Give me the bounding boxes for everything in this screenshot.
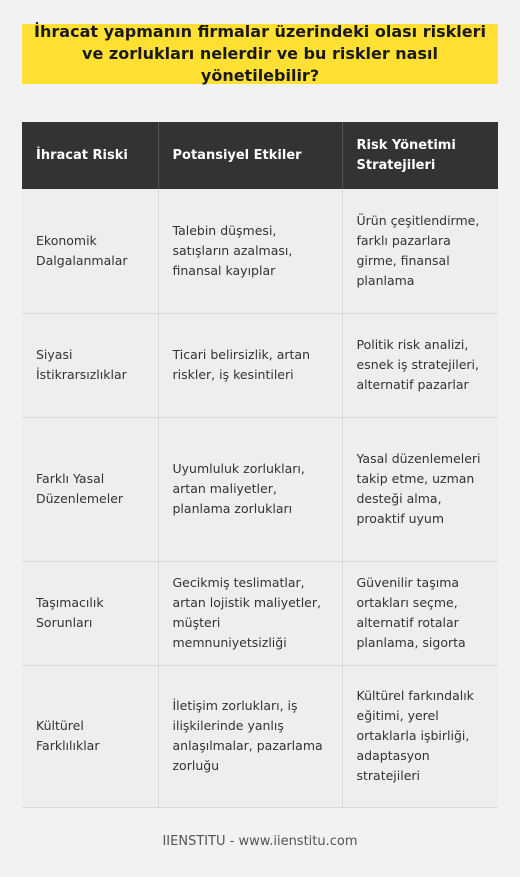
risk-cell: Taşımacılık Sorunları (22, 561, 158, 665)
risk-table (22, 122, 498, 808)
effects-cell: Gecikmiş teslimatlar, artan lojistik maliyetler, müşteri memnuniyetsizliği (158, 561, 342, 665)
effects-cell: Ticari belirsizlik, artan riskler, iş kesintileri (158, 313, 342, 417)
effects-cell: İletişim zorlukları, iş ilişkilerinde yanlış anlaşılmalar, pazarlama zorluğu (158, 665, 342, 807)
table-header-row (22, 122, 498, 189)
strategy-cell: Yasal düzenlemeleri takip etme, uzman desteği alma, proaktif uyum (342, 417, 498, 561)
risk-cell: Farklı Yasal Düzenlemeler (22, 417, 158, 561)
header-risk-strategies: Risk Yönetimi Stratejileri (342, 122, 498, 189)
header-export-risk: İhracat Riski (22, 122, 158, 189)
table-row (22, 561, 498, 665)
table-row (22, 665, 498, 807)
table-row (22, 313, 498, 417)
table-row (22, 189, 498, 313)
strategy-cell: Politik risk analizi, esnek iş stratejileri, alternatif pazarlar (342, 313, 498, 417)
risk-cell: Kültürel Farklılıklar (22, 665, 158, 807)
effects-cell: Uyumluluk zorlukları, artan maliyetler, planlama zorlukları (158, 417, 342, 561)
effects-cell: Talebin düşmesi, satışların azalması, finansal kayıplar (158, 189, 342, 313)
table-row (22, 417, 498, 561)
strategy-cell: Kültürel farkındalık eğitimi, yerel ortaklarla işbirliği, adaptasyon stratejileri (342, 665, 498, 807)
header-potential-effects: Potansiyel Etkiler (158, 122, 342, 189)
page-title: İhracat yapmanın firmalar üzerindeki olası riskleri ve zorlukları nelerdir ve bu riskler nasıl yönetilebilir? (34, 22, 486, 85)
footer-credit: IIENSTITU - www.iienstitu.com (162, 834, 358, 849)
title-banner (22, 24, 498, 84)
strategy-cell: Güvenilir taşıma ortakları seçme, alternatif rotalar planlama, sigorta (342, 561, 498, 665)
risk-cell: Siyasi İstikrarsızlıklar (22, 313, 158, 417)
strategy-cell: Ürün çeşitlendirme, farklı pazarlara girme, finansal planlama (342, 189, 498, 313)
risk-cell: Ekonomik Dalgalanmalar (22, 189, 158, 313)
